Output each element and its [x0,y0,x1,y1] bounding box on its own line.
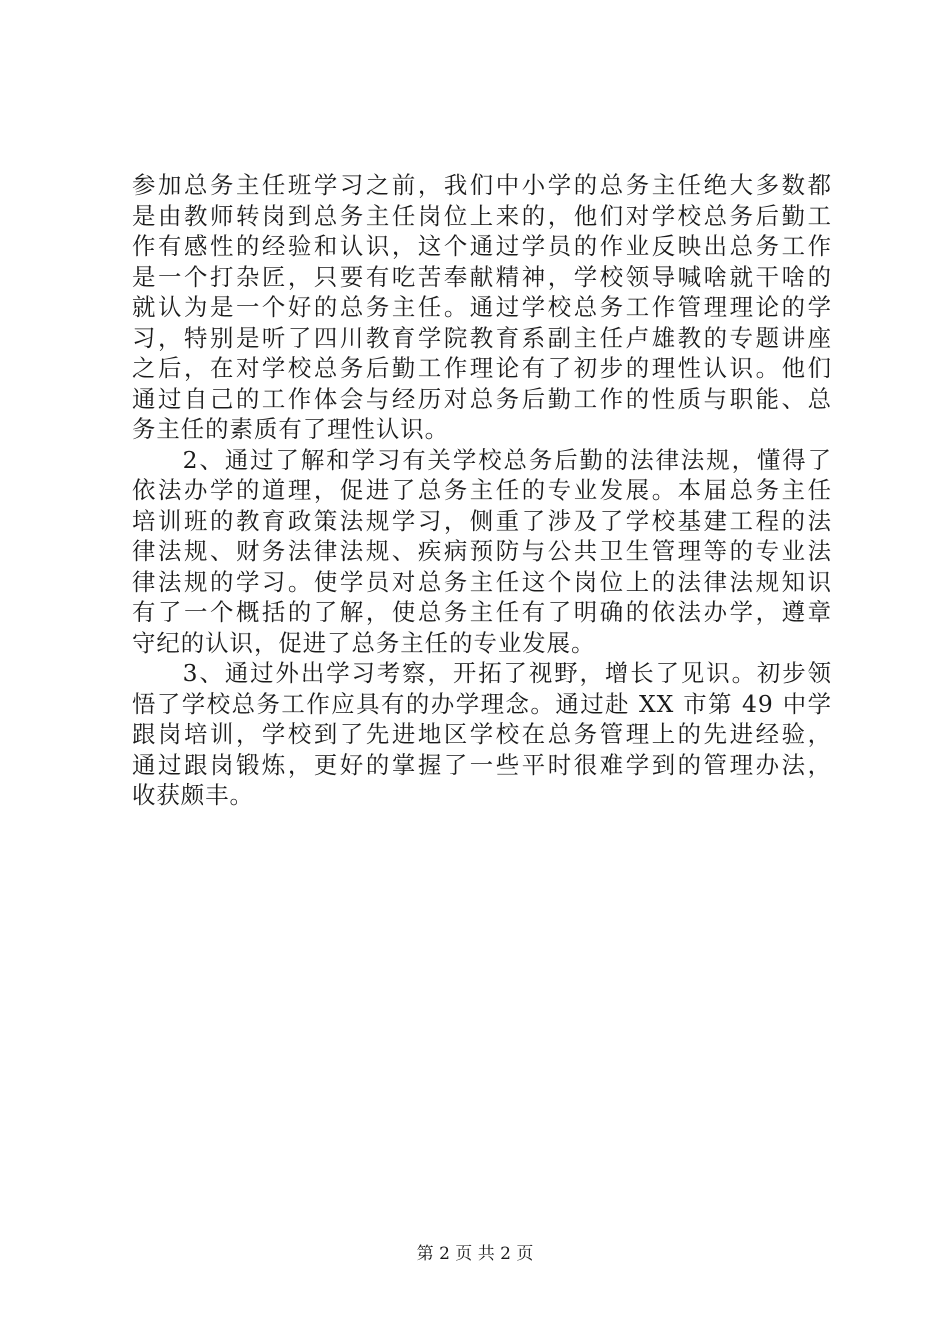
text-line: 有了一个概括的了解，使总务主任有了明确的依法办学，遵章 [132,598,832,626]
text-line: 培训班的教育政策法规学习，侧重了涉及了学校基建工程的法 [132,506,832,535]
page-number: 第 2 页 共 2 页 [416,1244,534,1264]
document-body [132,170,832,811]
text-line: 作有感性的经验和认识，这个通过学员的作业反映出总务工作 [132,232,832,260]
text-line: 习，特别是听了四川教育学院教育系副主任卢雄教的专题讲座 [132,323,832,352]
text-line: 之后，在对学校总务后勤工作理论有了初步的理性认识。他们 [132,354,832,382]
text-line: 跟岗培训，学校到了先进地区学校在总务管理上的先进经验， [132,720,832,748]
text-line: 律法规的学习。使学员对总务主任这个岗位上的法律法规知识 [132,567,832,596]
text-line: 参加总务主任班学习之前，我们中小学的总务主任绝大多数都 [132,171,832,199]
text-line: 通过自己的工作体会与经历对总务后勤工作的性质与职能、总 [132,384,832,413]
text-line: 就认为是一个好的总务主任。通过学校总务工作管理理论的学 [132,293,832,321]
text-line: 守纪的认识，促进了总务主任的专业发展。 [132,628,596,657]
text-line: 通过跟岗锻炼，更好的掌握了一些平时很难学到的管理办法， [132,750,832,779]
text-line: 2、通过了解和学习有关学校总务后勤的法律法规，懂得了 [132,445,832,474]
text-line: 律法规、财务法律法规、疾病预防与公共卫生管理等的专业法 [132,537,832,565]
text-line: 依法办学的道理，促进了总务主任的专业发展。本届总务主任 [132,476,832,504]
text-line: 是一个打杂匠，只要有吃苦奉献精神，学校领导喊啥就干啥的 [132,262,832,291]
text-line: 收获颇丰。 [132,781,254,809]
text-line: 3、通过外出学习考察，开拓了视野，增长了见识。初步领 [132,659,832,687]
text-line: 务主任的素质有了理性认识。 [132,415,450,443]
text-line: 悟了学校总务工作应具有的办学理念。通过赴 XX 市第 49 中学 [132,689,832,718]
text-line: 是由教师转岗到总务主任岗位上来的，他们对学校总务后勤工 [132,201,832,230]
